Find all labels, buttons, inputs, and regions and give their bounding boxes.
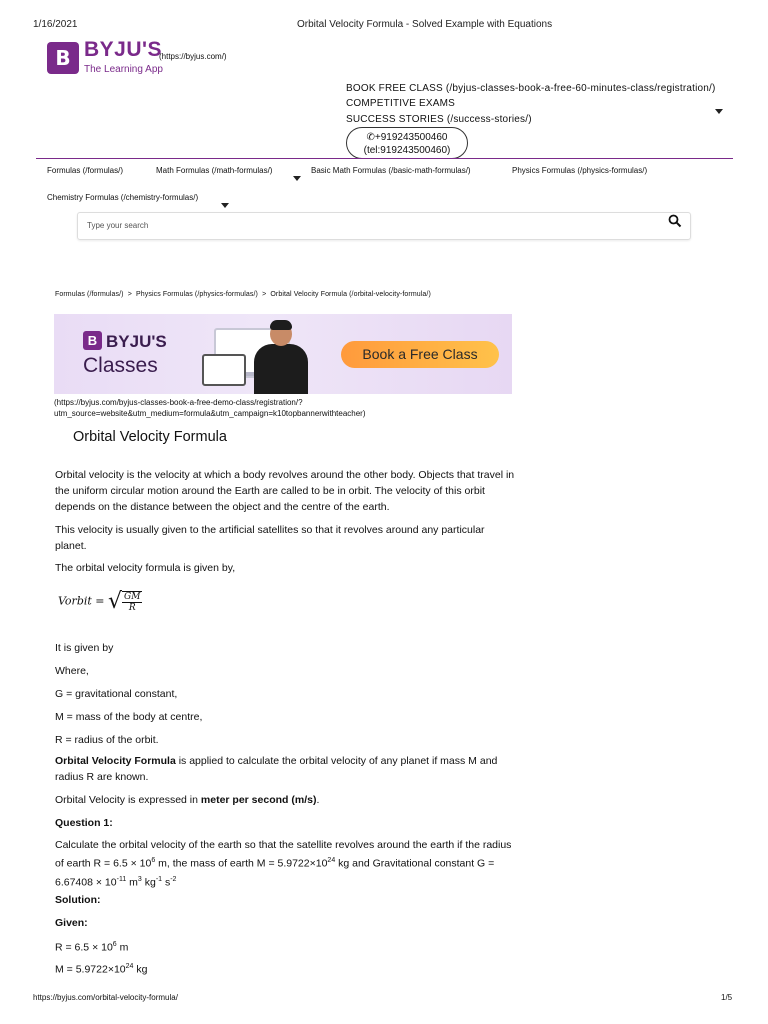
breadcrumb [55,291,431,298]
intro-paragraph: Orbital velocity is the velocity at which a body revolves around the other body. Objects that travel in the uniform circular motion around the Earth are called to be in orbit. The velocity of this orbit depends on the distance between the object and the centre of the earth. [55,469,515,513]
formula-applied-bold: Orbital Velocity Formula [55,755,176,767]
book-free-class-button[interactable]: Book a Free Class [341,341,499,368]
menu-chemistry-formulas[interactable]: Chemistry Formulas (/chemistry-formulas/) [47,193,199,202]
formula-applied-rest: is applied to calculate the orbital velocity of any planet if mass M and radius R are known. [55,755,498,783]
formula-numerator: GM [124,591,141,602]
book-class-banner[interactable] [54,314,512,394]
tablet-illustration [202,354,246,386]
formula-lhs: Vorbit [58,594,92,608]
formula-denominator: R [128,602,136,613]
teacher-body-illustration [254,344,308,394]
solution-label-text: Solution: [55,894,101,906]
units-pre: Orbital Velocity is expressed in [55,794,201,806]
banner-link[interactable]: (https://byjus.com/byjus-classes-book-a-free-demo-class/registration/?utm_source=website&utm_medium=formula&utm_campaign=k10topbannerwithteacher) [54,398,366,418]
formula-equals: = [95,594,105,608]
menu-physics-formulas[interactable]: Physics Formulas (/physics-formulas/) [512,166,648,175]
units-post: . [316,794,320,806]
breadcrumb-formulas[interactable]: Formulas (/formulas/) [55,291,124,298]
chemistry-formulas-chevron-down-icon[interactable] [221,195,229,213]
book-free-class-link[interactable]: BOOK FREE CLASS (/byjus-classes-book-a-free-60-minutes-class/registration/) [346,83,716,94]
orbital-velocity-formula [58,589,142,614]
given-radius: $R = 6.5 \times 10^6$ m [55,941,129,954]
phone-link: (tel:919243500460) [363,145,451,156]
print-title: Orbital Velocity Formula - Solved Example with Equations [297,19,553,30]
question-label [55,815,515,831]
search-icon[interactable] [668,214,682,233]
given-mass: $M = 5.9722\times 10^{24}$ kg [55,963,148,976]
formula-intro: The orbital velocity formula is given by, [55,562,236,574]
teacher-hair-illustration [270,320,292,330]
given-label-text: Given: [55,917,88,929]
phone-number: +919243500460 [374,132,448,143]
definition-m: M = mass of the body at centre, [55,711,203,723]
competitive-exams-link[interactable]: COMPETITIVE EXAMS [346,98,455,109]
where-text: Where, [55,665,89,677]
phone-button[interactable] [346,127,468,159]
units-bold: meter per second (m/s) [200,794,317,806]
competitive-exams-chevron-down-icon[interactable] [715,101,723,119]
print-page-number: 1/5 [721,993,733,1002]
definition-r: R = radius of the orbit. [55,734,159,746]
search-input[interactable]: Type your search [77,212,691,240]
units-paragraph [55,792,515,808]
breadcrumb-separator: > [127,291,132,298]
logo-tagline: The Learning App [84,64,163,75]
print-footer-url: https://byjus.com/orbital-velocity-formula/ [33,993,178,1002]
menu-formulas[interactable]: Formulas (/formulas/) [47,166,124,175]
print-date: 1/16/2021 [33,19,78,30]
math-formulas-chevron-down-icon[interactable] [293,168,301,186]
solution-label [55,892,515,908]
satellite-paragraph: This velocity is usually given to the artificial satellites so that it revolves around any particular planet. [55,524,485,552]
menu-basic-math-formulas[interactable]: Basic Math Formulas (/basic-math-formulas/) [311,166,471,175]
breadcrumb-physics-formulas[interactable]: Physics Formulas (/physics-formulas/) [136,291,258,298]
phone-icon: ✆ [366,132,375,143]
definition-g: G = gravitational constant, [55,688,178,700]
question-label-text: Question 1: [55,817,113,829]
given-label [55,915,515,931]
formula-applied-paragraph [55,753,515,785]
breadcrumb-separator: > [262,291,267,298]
banner-brand: BYJU'S [106,332,167,351]
success-stories-link[interactable]: SUCCESS STORIES (/success-stories/) [346,114,532,125]
given-by-text: It is given by [55,642,114,654]
banner-logo-icon: B [83,331,102,350]
question-text: Calculate the orbital velocity of the earth so that the satellite revolves around the earth if the radius of earth $R = 6.5 \times 10^6$ m, the mass of earth $M = 5.9722\times 10^{24}$ kg and Gravitational constant $G = 6.67408 \times 10^{-11}$ $m^3$ $kg^{-1}$ $s^{-2}$ [55,839,512,888]
byjus-logo-icon[interactable]: B [47,42,79,74]
sqrt-icon: √ [108,589,123,614]
logo-link[interactable]: (https://byjus.com/) [159,52,227,61]
banner-classes: Classes [83,354,158,377]
breadcrumb-orbital-velocity[interactable]: Orbital Velocity Formula (/orbital-velocity-formula/) [270,291,431,298]
logo-name[interactable]: BYJU'S [84,38,163,61]
article-title: Orbital Velocity Formula [73,429,227,445]
header-divider [36,158,733,159]
menu-math-formulas[interactable]: Math Formulas (/math-formulas/) [156,166,273,175]
